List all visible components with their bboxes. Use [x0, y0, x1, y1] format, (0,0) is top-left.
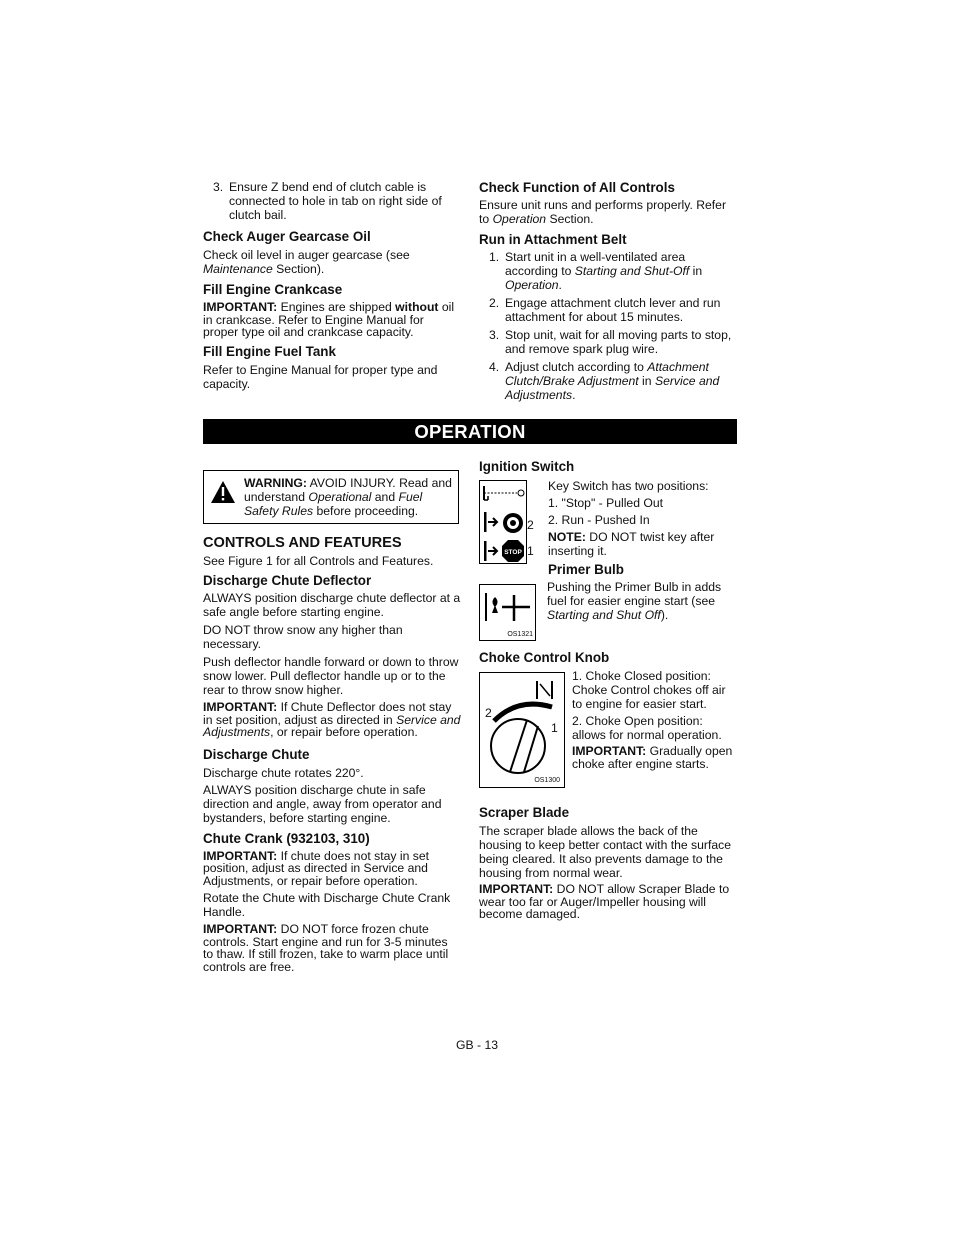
- controls-features-title: CONTROLS AND FEATURES: [203, 535, 402, 551]
- warning-triangle-icon: [210, 480, 236, 504]
- primer-text: Pushing the Primer Bulb in adds fuel for easier engine start (see Starting and Shut Off).: [547, 580, 722, 622]
- ignition-note: NOTE: DO NOT twist key after inserting it.: [548, 530, 715, 558]
- choke-position-1: 1: [551, 721, 558, 735]
- discharge-chute-heading: Discharge Chute: [203, 746, 310, 762]
- crank-p2: Rotate the Chute with Discharge Chute Crank Handle.: [203, 891, 451, 919]
- list-item: 1. Start unit in a well-ventilated area according to Starting and Shut-Off in Operation.: [489, 250, 703, 292]
- ignition-p3: 2. Run - Pushed In: [548, 513, 650, 527]
- choke-p2: 2. Choke Open position: allows for normal operation.: [572, 714, 722, 742]
- deflector-p4: IMPORTANT: If Chute Deflector does not stay in set position, adjust as directed in Service and Adjustments, or repair before operation.: [203, 700, 461, 739]
- operation-banner: OPERATION: [203, 419, 737, 444]
- controls-check-text: Ensure unit runs and performs properly. Refer to Operation Section.: [479, 198, 727, 226]
- fuel-tank-heading: Fill Engine Fuel Tank: [203, 343, 336, 359]
- crank-p3: IMPORTANT: DO NOT force frozen chute controls. Start engine and run for 3-5 minutes to thaw. If still frozen, take to warm place until controls are free.: [203, 922, 449, 974]
- choke-figure: [479, 672, 565, 788]
- ignition-position-2: 2: [527, 518, 534, 532]
- clutch-steps: [203, 180, 461, 222]
- page-number: GB - 13: [456, 1038, 498, 1052]
- auger-text: Check oil level in auger gearcase (see Maintenance Section).: [203, 248, 410, 276]
- ignition-heading: Ignition Switch: [479, 459, 575, 474]
- belt-heading: Run in Attachment Belt: [479, 232, 627, 247]
- primer-bulb-icon: [480, 585, 535, 631]
- choke-figure-code: OS1300: [534, 777, 560, 784]
- choke-p1: 1. Choke Closed position: Choke Control chokes off air to engine for easier start.: [572, 669, 726, 711]
- list-item: 3. Stop unit, wait for all moving parts to stop, and remove spark plug wire.: [489, 328, 732, 356]
- left-top-column: [203, 180, 461, 391]
- warning-box: [203, 470, 459, 524]
- left-main-column: [203, 534, 461, 973]
- deflector-heading: Discharge Chute Deflector: [203, 573, 372, 588]
- choke-heading: Choke Control Knob: [479, 650, 610, 665]
- list-item: 2. Engage attachment clutch lever and run attachment for about 15 minutes.: [489, 296, 721, 324]
- controls-check-heading: Check Function of All Controls: [479, 180, 675, 195]
- scraper-p2: IMPORTANT: DO NOT allow Scraper Blade to wear too far or Auger/Impeller housing will become damaged.: [479, 882, 730, 921]
- scraper-heading: Scraper Blade: [479, 805, 570, 820]
- list-item: 3. Ensure Z bend end of clutch cable is connected to hole in tab on right side of clutch bail.: [213, 180, 442, 222]
- deflector-p1: ALWAYS position discharge chute deflector at a safe angle before starting engine.: [203, 591, 461, 619]
- chute-crank-heading: Chute Crank (932103, 310): [203, 830, 370, 846]
- right-top-column: [479, 180, 737, 402]
- list-item: 4. Adjust clutch according to Attachment Clutch/Brake Adjustment in Service and Adjustments.: [489, 360, 720, 402]
- primer-figure-code: OS1321: [507, 631, 533, 638]
- ignition-position-1: 1: [527, 544, 534, 558]
- scraper-section: [479, 805, 737, 921]
- crankcase-heading: Fill Engine Crankcase: [203, 282, 343, 297]
- choke-p3: IMPORTANT: Gradually open choke after engine starts.: [572, 744, 733, 771]
- ignition-p2: 1. "Stop" - Pulled Out: [548, 496, 664, 510]
- choke-position-2: 2: [485, 706, 492, 720]
- crankcase-text: IMPORTANT: Engines are shipped without oil in crankcase. Refer to Engine Manual for proper type oil and crankcase capacity.: [203, 300, 455, 339]
- warning-text: WARNING: AVOID INJURY. Read and understand Operational and Fuel Safety Rules before proceeding.: [244, 476, 452, 518]
- primer-heading: Primer Bulb: [548, 562, 624, 577]
- stop-label: STOP: [504, 549, 522, 556]
- ignition-figure: [479, 480, 527, 564]
- chute-p1: Discharge chute rotates 220°.: [203, 765, 364, 780]
- controls-intro: See Figure 1 for all Controls and Features.: [203, 554, 434, 568]
- deflector-p3: Push deflector handle forward or down to throw snow lower. Pull deflector handle up or to the rear to throw snow higher.: [203, 655, 459, 697]
- ignition-text: [548, 479, 738, 578]
- primer-figure: [479, 584, 536, 641]
- fuel-tank-text: Refer to Engine Manual for proper type and capacity.: [203, 362, 438, 391]
- choke-text: [572, 669, 738, 770]
- belt-steps: [479, 250, 737, 402]
- ignition-p1: Key Switch has two positions:: [548, 479, 709, 493]
- chute-p2: ALWAYS position discharge chute in safe direction and angle, away from operator and bystanders, before starting engine.: [203, 782, 442, 825]
- deflector-p2: DO NOT throw snow any higher than necessary.: [203, 623, 403, 651]
- auger-heading: Check Auger Gearcase Oil: [203, 229, 371, 244]
- scraper-p1: The scraper blade allows the back of the housing to keep better contact with the surface being cleared. It also prevents damage to the housing from normal wear.: [479, 824, 732, 880]
- crank-p1: IMPORTANT: If chute does not stay in set position, adjust as directed in Service and Adjustments, or repair before operation.: [203, 848, 430, 888]
